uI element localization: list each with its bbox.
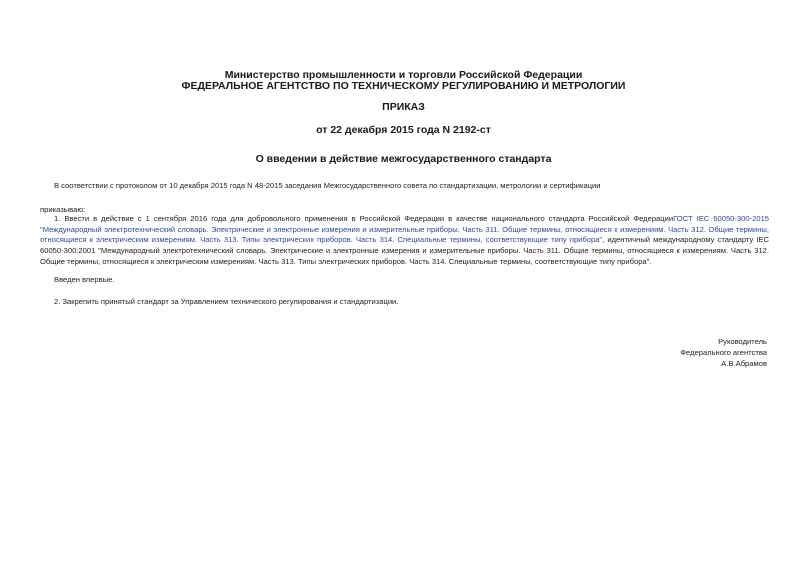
standard-link[interactable]: ГОСТ IEC 60050-300-2015 "Международный электротехнический словарь. Электрические и электронные измерения и измерительные приборы. Часть 311. Общие термины, относящиеся к измерениям. Часть 312. Общие термины, относящиеся к электрическим измерениям. Часть 313. Типы электрических приборов. Часть 314. Специальные термины, соответствующие типу прибора": [40, 214, 770, 245]
order-date-number: от 22 декабря 2015 года N 2192-ст: [316, 124, 491, 136]
item-1-paragraph: [40, 214, 769, 268]
item-1-prefix: 1. Ввести в действие с 1 сентября 2016 года для добровольного применения в Российской Федерации в качестве национального стандарта Российской Федерации: [54, 214, 674, 223]
order-subject: О введении в действие межгосударственного стандарта: [255, 153, 552, 165]
introduced-first-note: Введен впервые.: [54, 275, 115, 284]
signature-block: [680, 336, 767, 369]
agency-name: ФЕДЕРАЛЬНОЕ АГЕНТСТВО ПО ТЕХНИЧЕСКОМУ РЕГУЛИРОВАНИЮ И МЕТРОЛОГИИ: [181, 80, 626, 92]
document-type: ПРИКАЗ: [382, 101, 425, 113]
signatory-position-line1: Руководитель: [718, 337, 767, 346]
ministry-name: Министерство промышленности и торговли Российской Федерации: [224, 69, 583, 81]
order-word: приказываю:: [40, 205, 86, 214]
item-1-suffix: , идентичный международному стандарту IEC 60050-300:2001 "Международный электротехнический словарь. Электрические и электронные измерения и измерительные приборы. Часть 311. Общие термины, относящиеся к измерениям. Часть 312. Общие термины, относящиеся к электрическим измерениям. Часть 313. Типы электрических приборов. Часть 314. Специальные термины, соответствующие типу прибора".: [40, 235, 770, 266]
basis-paragraph: В соответствии с протоколом от 10 декабря 2015 года N 48-2015 заседания Межгосударственного совета по стандартизации, метрологии и сертификации: [54, 181, 601, 190]
signatory-name: А.В.Абрамов: [721, 359, 767, 368]
item-2-paragraph: 2. Закрепить принятый стандарт за Управлением технического регулирования и стандартизации.: [54, 297, 399, 306]
signatory-position-line2: Федерального агентства: [680, 348, 767, 357]
